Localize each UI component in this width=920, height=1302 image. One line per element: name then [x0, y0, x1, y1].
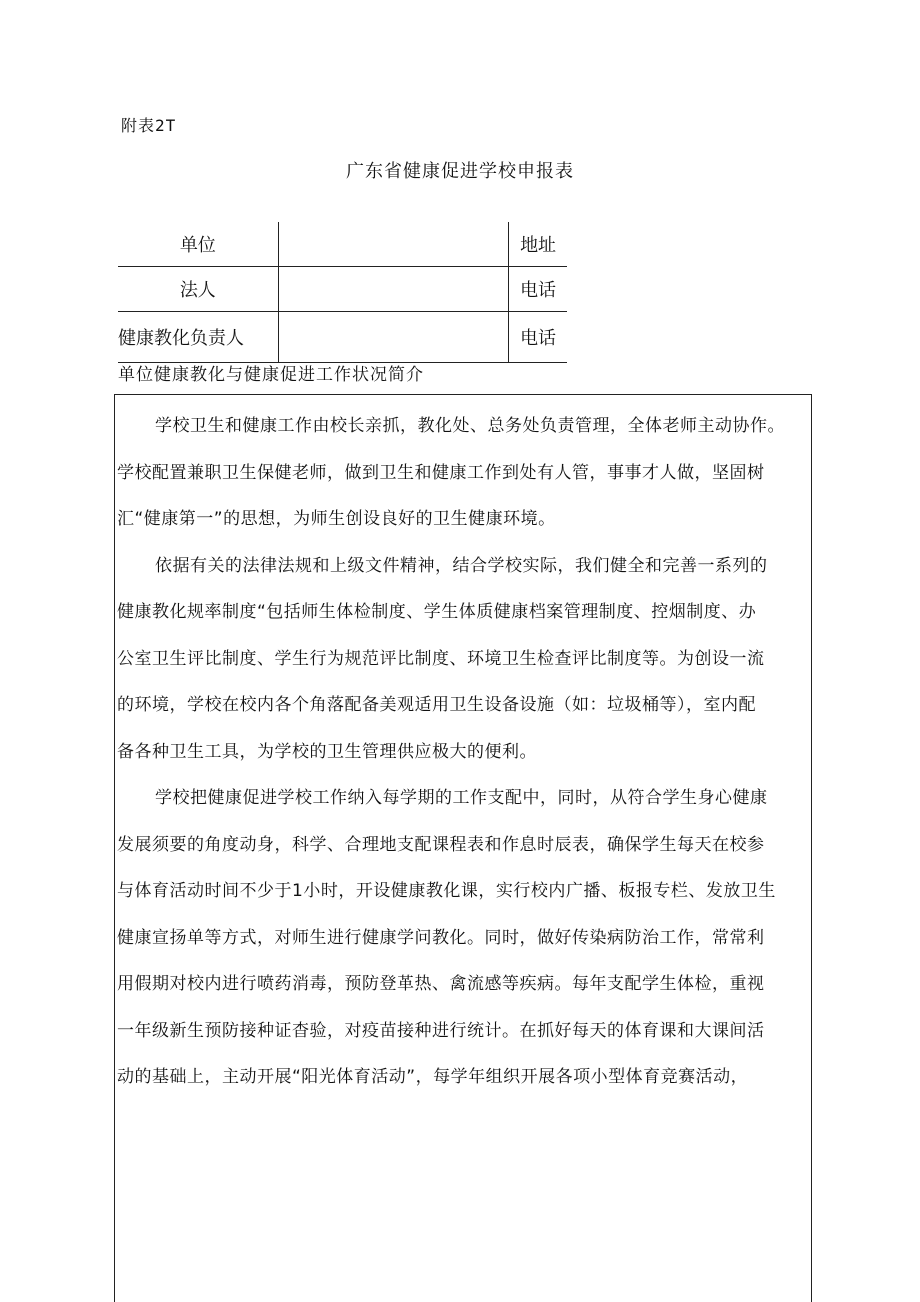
legal-person-label: 法人	[118, 267, 279, 311]
text-line: 备各种卫生工具，为学校的卫生管理供应极大的便利。	[117, 741, 537, 762]
text-line: 的环境，学校在校内各个角落配备美观适用卫生设备设施（如：垃圾桶等），室内配	[117, 695, 756, 715]
form-title: 广东省健康促进学校申报表	[346, 161, 574, 182]
text-line: 健康宣扬单等方式，对师生进行健康学问教化。同时，做好传染病防治工作，常常利	[117, 927, 765, 948]
text-line: 汇“健康第一”的思想，为师生创设良好的卫生健康环境。	[117, 509, 556, 529]
text-line: 学校配置兼职卫生保健老师，做到卫生和健康工作到处有人管，事事才人做，坚固树	[117, 462, 765, 483]
text-line: 健康教化规率制度“包括师生体检制度、学生体质健康档案管理制度、控烟制度、办	[117, 602, 757, 622]
paragraph-3	[115, 775, 811, 1101]
attachment-label: 附表2T	[121, 116, 177, 135]
paragraph-1	[115, 403, 811, 543]
text-line: 学校把健康促进学校工作纳入每学期的工作支配中，同时，从符合学生身心健康	[155, 788, 768, 808]
info-table	[118, 222, 567, 363]
phone-label: 电话	[520, 280, 557, 301]
info-row-unit	[118, 222, 567, 267]
text-line: 公室卫生评比制度、学生行为规范评比制度、环境卫生检查评比制度等。为创设一流	[117, 648, 765, 669]
text-line: 动的基础上，主动开展“阳光体育活动”，每学年组织开展各项小型体育竞赛活动，	[117, 1067, 749, 1087]
health-officer-value-field[interactable]	[279, 312, 509, 362]
text-line: 用假期对校内进行喷药消毒，预防登革热、禽流感等疾病。每年支配学生体检，重视	[117, 974, 765, 994]
unit-value-field[interactable]	[279, 222, 509, 266]
section-label: 单位健康教化与健康促进工作状况简介	[118, 365, 424, 385]
text-line: 依据有关的法律法规和上级文件精神，结合学校实际，我们健全和完善一系列的	[155, 555, 768, 576]
text-line: 发展须要的角度动身，科学、合理地支配课程表和作息时辰表，确保学生每天在校参	[117, 834, 765, 855]
text-line: 学校卫生和健康工作由校长亲抓，教化处、总务处负责管理，全体老师主动协作。	[155, 416, 785, 436]
info-row-health-officer	[118, 312, 567, 363]
text-line: 一年级新生预防接种证杳验，对疫苗接种进行统计。在抓好每天的体育课和大课间活	[117, 1020, 765, 1041]
content-box	[114, 394, 812, 1302]
unit-label: 单位	[118, 222, 279, 266]
address-label: 地址	[520, 235, 557, 256]
info-row-legal-person	[118, 267, 567, 312]
phone-label-2: 电话	[520, 328, 557, 349]
legal-person-value-field[interactable]	[279, 267, 509, 311]
text-line: 与体育活动时间不少于1小时，开设健康教化课，实行校内广播、板报专栏、发放卫生	[117, 881, 776, 901]
paragraph-2	[115, 543, 811, 776]
health-officer-label: 健康教化负责人	[118, 312, 279, 362]
